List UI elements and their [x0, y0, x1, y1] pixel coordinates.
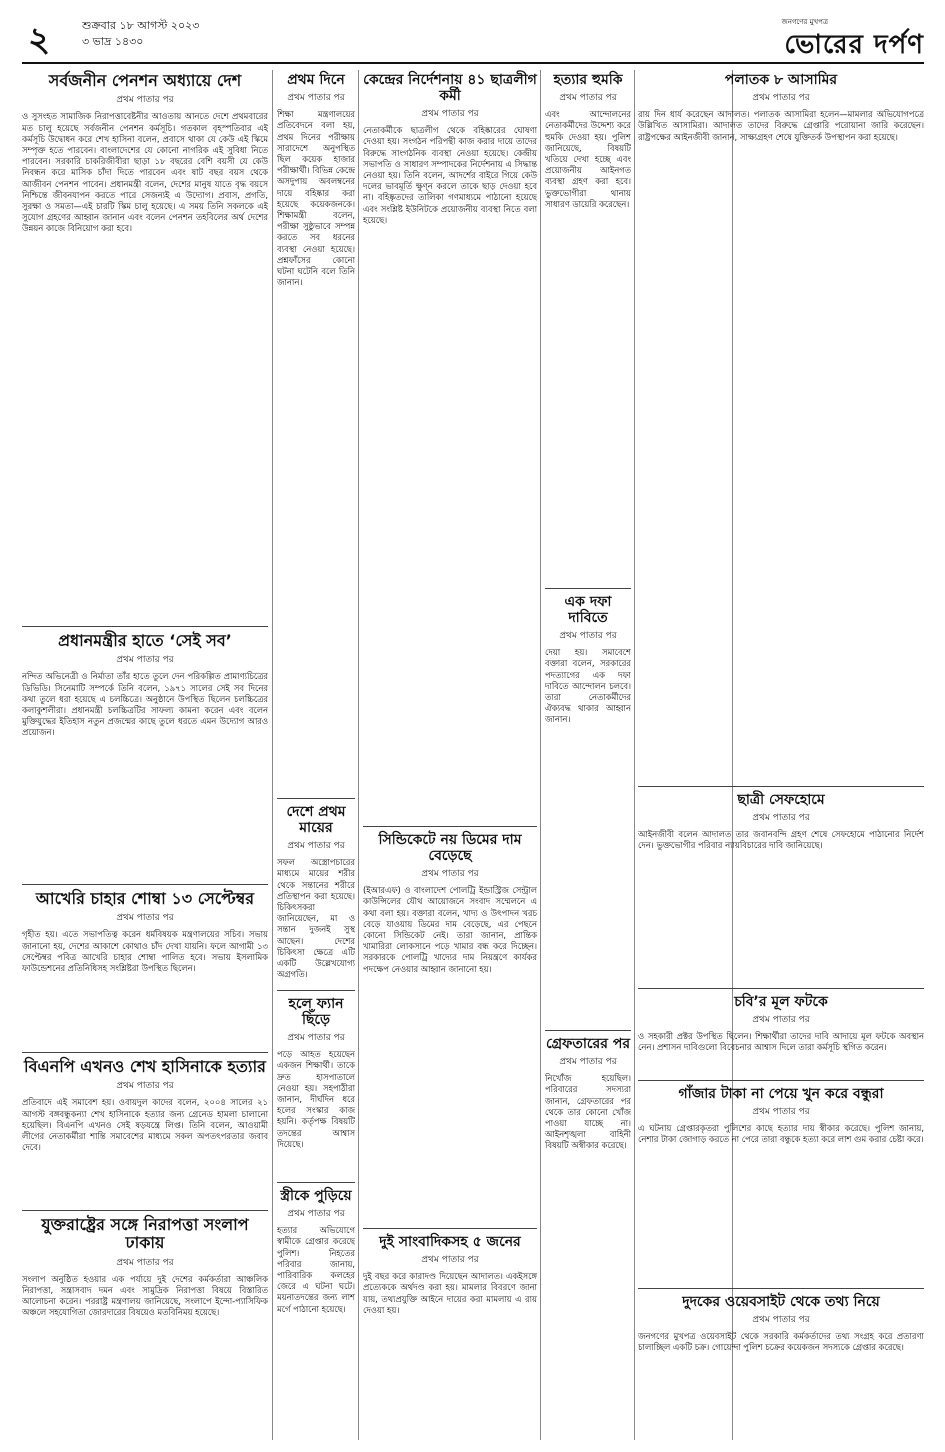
headline: ছাত্রী সেফহোমে: [737, 792, 825, 808]
divider: [363, 1228, 537, 1229]
subline: প্রথম পাতার পর: [752, 1315, 810, 1326]
subline: প্রথম পাতার পর: [116, 1081, 174, 1092]
divider: [638, 988, 924, 989]
article-body: নিখোঁজ হয়েছিল। পরিবারের সদস্যরা জানান, গ্রেফতারের পর থেকে তার কোনো খোঁজ পাওয়া যাচ্ছে না। আইনশৃঙ্খলা বাহিনী বিষয়টি অস্বীকার করেছে।: [545, 1073, 631, 1151]
headline: হত্যার হুমকি: [553, 72, 623, 88]
headline: যুক্তরাষ্ট্রের সঙ্গে নিরাপত্তা সংলাপ ঢাকায়: [41, 1215, 249, 1253]
article-ganja: [638, 1086, 924, 1282]
divider: [545, 1030, 631, 1031]
subline: প্রথম পাতার পর: [421, 1255, 479, 1266]
date-bangla: ৩ ভাদ্র ১৪৩০: [82, 35, 144, 48]
headline: হলে ফ্যান ছিঁড়ে: [288, 996, 344, 1029]
subline: প্রথম পাতার পর: [287, 1209, 345, 1220]
article-mother: [277, 804, 355, 984]
article-body: হত্যার অভিযোগে স্বামীকে গ্রেপ্তার করেছে পুলিশ। নিহতের পরিবার জানায়, পারিবারিক কলহের জেরে এ ঘটনা ঘটে। ময়নাতদন্তের জন্য লাশ মর্গে পাঠানো হয়েছে।: [277, 1225, 355, 1314]
article-threat: [545, 72, 631, 582]
subline: প্রথম পাতার পর: [559, 93, 617, 104]
headline: পলাতক ৮ আসামির: [724, 72, 838, 88]
subline: প্রথম পাতার পর: [116, 95, 174, 106]
subline: প্রথম পাতার পর: [752, 1015, 810, 1026]
column-rule: [634, 70, 635, 1440]
article-akheri: [22, 890, 268, 1048]
article-chhatra-league: [363, 72, 537, 820]
divider: [22, 626, 268, 627]
article-body: প্রতিবাদে এই সমাবেশ হয়। ওবায়দুল কাদের বলেন, ২০০৪ সালের ২১ আগস্ট বঙ্গবন্ধুকন্যা শেখ হাসিনাকে হত্যার জন্য গ্রেনেড হামলা চালানো হয়েছিল। বিএনপি এখনও সেই ষড়যন্ত্রে লিপ্ত। তিনি বলেন, আওয়ামী লীগের নেতাকর্মীরা শান্তি সমাবেশের মাধ্যমে সকল অপতৎপরতার জবাব দেবে।: [22, 1097, 268, 1153]
headline: চবি’র মূল ফটকে: [734, 994, 828, 1010]
article-bnp: [22, 1058, 268, 1206]
subline: প্রথম পাতার পর: [287, 1033, 345, 1044]
headline: গাঁজার টাকা না পেয়ে খুন করে বন্ধুরা: [678, 1086, 884, 1102]
divider: [638, 1288, 924, 1289]
divider: [545, 588, 631, 589]
subline: প্রথম পাতার পর: [116, 913, 174, 924]
article-body: সফল অস্ত্রোপচারের মাধ্যমে মায়ের শরীর থেকে সন্তানের শরীরে প্রতিস্থাপন করা হয়েছে। চিকিৎসকরা জানিয়েছেন, মা ও সন্তান দুজনই সুস্থ আছেন। দেশের চিকিৎসা ক্ষেত্রে এটি একটি উল্লেখযোগ্য অগ্রগতি।: [277, 857, 355, 980]
article-body: নেতাকর্মীকে ছাত্রলীগ থেকে বহিষ্কারের ঘোষণা দেওয়া হয়। সংগঠন পরিপন্থী কাজ করার দায়ে তাদের বিরুদ্ধে সাংগঠনিক ব্যবস্থা নেওয়া হয়েছে। কেন্দ্রীয় সভাপতি ও সাধারণ সম্পাদকের নির্দেশনায় এ সিদ্ধান্ত নেওয়া হয়। তিনি বলেন, আদর্শের বাইরে গিয়ে কেউ দলের ভাবমূর্তি ক্ষুণ্ন করলে তাকে ছাড় দেওয়া হবে না। বহিষ্কৃতদের তালিকা গণমাধ্যমে পাঠানো হয়েছে এবং সংশ্লিষ্ট ইউনিটকে প্রয়োজনীয় ব্যবস্থা নিতে বলা হয়েছে।: [363, 125, 537, 225]
article-body: নন্দিত অভিনেত্রী ও নির্মাতা তাঁর হাতে তুলে দেন পরিকল্পিত প্রামাণ্যচিত্রের ডিভিডি। সিনেমাটি সম্পর্কে তিনি বলেন, ১৯৭১ সালের সেই সব দিনের কথা তুলে ধরা হয়েছে এ চলচ্চিত্রে। অনুষ্ঠানে উপস্থিত ছিলেন চলচ্চিত্রের কলাকুশলীরা। প্রধানমন্ত্রী চলচ্চিত্রটির সাফল্য কামনা করেন এবং বলেন মুক্তিযুদ্ধের ইতিহাস নতুন প্রজন্মের কাছে তুলে ধরতে এমন উদ্যোগ আরও প্রয়োজন।: [22, 671, 268, 738]
article-body: পড়ে আহত হয়েছেন একজন শিক্ষার্থী। তাকে দ্রুত হাসপাতালে নেওয়া হয়। সহপাঠীরা জানান, দীর্ঘদিন ধরে হলের সংস্কার কাজ হয়নি। কর্তৃপক্ষ বিষয়টি তদন্তের আশ্বাস দিয়েছে।: [277, 1049, 355, 1149]
article-body: এ ঘটনায় গ্রেপ্তারকৃতরা পুলিশের কাছে হত্যার দায় স্বীকার করেছে। পুলিশ জানায়, নেশার টাকা জোগাড় করতে না পেরে তারা বন্ধুকে হত্যা করে লাশ গুম করার চেষ্টা করে।: [638, 1123, 924, 1145]
column-rule: [358, 70, 359, 1440]
subline: প্রথম পাতার পর: [287, 841, 345, 852]
headline: দেশে প্রথম মায়ের: [286, 804, 346, 837]
headline: প্রধানমন্ত্রীর হাতে ‘সেই সব’: [58, 631, 232, 650]
article-first-day: [277, 72, 355, 792]
article-safehome: [638, 792, 924, 982]
article-pension: [22, 72, 268, 620]
article-after-arrest: [545, 1036, 631, 1440]
headline: সর্বজনীন পেনশন অধ্যায়ে দেশ: [48, 71, 242, 90]
article-security-dialogue: [22, 1216, 268, 1440]
headline: সিন্ডিকেটে নয় ডিমের দাম বেড়েছে: [378, 832, 522, 865]
column-rule: [540, 70, 541, 1440]
masthead: [22, 10, 924, 60]
subline: প্রথম পাতার পর: [116, 1257, 174, 1268]
article-body: জনগণের মুখপত্র ওয়েবসাইট থেকে সরকারি কর্মকর্তাদের তথ্য সংগ্রহ করে প্রতারণা চালাচ্ছিল একটি চক্র। গোয়েন্দা পুলিশ চক্রের কয়েকজন সদস্যকে গ্রেপ্তার করেছে।: [638, 1331, 924, 1353]
article-body: ও সুসংহত সামাজিক নিরাপত্তাবেষ্টনীর আওতায় আনতে দেশে প্রথমবারের মত চালু হয়েছে সর্বজনীন পেনশন কর্মসূচি। গতকাল বৃহস্পতিবার এই কর্মসূচি উদ্বোধন করে শেখ হাসিনা বলেন, প্রবাসে থাকা যে কেউ এই স্কিমে সম্পৃক্ত হতে পারবেন। বাংলাদেশের যে কোনো নাগরিক এই সুবিধা নিতে পারবেন। সরকারি চাকরিজীবীরা ছাড়া ১৮ বছরের বেশি বয়সী যে কেউ নিবন্ধন করে মাসিক চাঁদা দিতে পারবেন এবং ষাট বছর বয়স থেকে আজীবন পেনশন পাবেন। প্রধানমন্ত্রী বলেন, দেশের মানুষ যাতে বৃদ্ধ বয়সে নিশ্চিন্তে জীবনযাপন করতে পারে সেজন্যই এ উদ্যোগ। প্রবাস, প্রগতি, সুরক্ষা ও সমতা—এই চারটি স্কিম চালু হয়েছে। এ সময় তিনি সকলকে এই সুযোগ গ্রহণের আহ্বান জানান এবং বলেন পেনশন তহবিলের অর্থ দেশের উন্নয়ন কাজে বিনিয়োগ করা হবে।: [22, 111, 268, 234]
headline: বিএনপি এখনও শেখ হাসিনাকে হত্যার: [24, 1057, 266, 1076]
divider: [22, 1210, 268, 1211]
divider: [638, 786, 924, 787]
divider: [638, 1080, 924, 1081]
headline: প্রথম দিনে: [287, 72, 345, 88]
subline: প্রথম পাতার পর: [421, 109, 479, 120]
page-number: ২: [28, 20, 51, 60]
article-acc-website: [638, 1294, 924, 1440]
article-journalists: [363, 1234, 537, 1440]
subline: প্রথম পাতার পর: [752, 1107, 810, 1118]
article-one-point: [545, 594, 631, 1024]
subline: প্রথম পাতার পর: [559, 631, 617, 642]
article-body: দুই বছর করে কারাদণ্ড দিয়েছেন আদালত। একইসঙ্গে প্রত্যেককে অর্থদণ্ড করা হয়। মামলার বিবরণে জানা যায়, তথ্যপ্রযুক্তি আইনে দায়ের করা মামলায় এ রায় দেওয়া হয়।: [363, 1271, 537, 1315]
article-body: রায় দিন ধার্য করেছেন আদালত। পলাতক আসামিরা হলেন—মামলার অভিযোগপত্রে উল্লিখিত আসামিরা। আদালত তাদের বিরুদ্ধে গ্রেপ্তারি পরোয়ানা জারি করেছেন। রাষ্ট্রপক্ষের আইনজীবী জানান, সাক্ষ্যগ্রহণ শেষে যুক্তিতর্ক উপস্থাপন করা হয়েছে।: [638, 109, 924, 142]
divider: [277, 1182, 355, 1183]
divider: [277, 798, 355, 799]
article-body: সংলাপ অনুষ্ঠিত হওয়ার এক পর্যায়ে দুই দেশের কর্মকর্তারা আঞ্চলিক নিরাপত্তা, সন্ত্রাসবাদ দমন এবং সামুদ্রিক নিরাপত্তা বিষয়ে বিস্তারিত আলোচনা করেন। পররাষ্ট্র মন্ত্রণালয় জানিয়েছে, সংলাপে ইন্দো-প্যাসিফিক অঞ্চলে সহযোগিতা জোরদারের বিষয়েও মতবিনিময় হয়েছে।: [22, 1273, 268, 1318]
headline: আখেরি চাহার শোম্বা ১৩ সেপ্টেম্বর: [35, 889, 255, 908]
subline: প্রথম পাতার পর: [116, 655, 174, 666]
article-egg-price: [363, 832, 537, 1222]
subline: প্রথম পাতার পর: [421, 869, 479, 880]
subline: প্রথম পাতার পর: [752, 93, 810, 104]
headline: দুই সাংবাদিকসহ ৫ জনের: [379, 1234, 521, 1250]
article-body: শিক্ষা মন্ত্রণালয়ের প্রতিবেদনে বলা হয়, প্রথম দিনের পরীক্ষায় সারাদেশে অনুপস্থিত ছিল কয়েক হাজার পরীক্ষার্থী। বিভিন্ন কেন্দ্রে অসদুপায় অবলম্বনের দায়ে বহিষ্কার করা হয়েছে কয়েকজনকে। শিক্ষামন্ত্রী বলেন, পরীক্ষা সুষ্ঠুভাবে সম্পন্ন করতে সব ধরনের ব্যবস্থা নেওয়া হয়েছে। প্রশ্নফাঁসের কোনো ঘটনা ঘটেনি বলে তিনি জানান।: [277, 109, 355, 288]
headline: গ্রেফতারের পর: [545, 1036, 631, 1052]
subline: প্রথম পাতার পর: [752, 813, 810, 824]
subline: প্রথম পাতার পর: [287, 93, 345, 104]
article-pm-hands: [22, 632, 268, 880]
article-fan: [277, 996, 355, 1176]
headline: কেন্দ্রের নির্দেশনায় ৪১ ছাত্রলীগ কর্মী: [363, 72, 537, 105]
divider: [22, 1052, 268, 1053]
article-cu-gate: [638, 994, 924, 1074]
divider: [277, 990, 355, 991]
article-body: গৃহীত হয়। এতে সভাপতিত্ব করেন ধর্মবিষয়ক মন্ত্রণালয়ের সচিব। সভায় জানানো হয়, দেশের আকাশে কোথাও চাঁদ দেখা যায়নি। ফলে আগামী ১৩ সেপ্টেম্বর পবিত্র আখেরি চাহার শোম্বা পালিত হবে। সভায় ইসলামিক ফাউন্ডেশনের প্রতিনিধিসহ সংশ্লিষ্টরা উপস্থিত ছিলেন।: [22, 929, 268, 973]
logo-tagline: জনগণের মুখপত্র: [781, 18, 828, 26]
article-absconding: [638, 72, 924, 780]
article-body: ও সহকারী প্রক্টর উপস্থিত ছিলেন। শিক্ষার্থীরা তাদের দাবি আদায়ে মূল ফটকে অবস্থান নেন। প্রশাসন দাবিগুলো বিবেচনার আশ্বাস দিলে তারা কর্মসূচি স্থগিত করেন।: [638, 1031, 924, 1053]
headline: এক দফা দাবিতে: [564, 594, 612, 627]
article-body: এবং আন্দোলনের নেতাকর্মীদের উদ্দেশ্য করে হুমকি দেওয়া হয়। পুলিশ জানিয়েছে, বিষয়টি খতিয়ে দেখা হচ্ছে এবং প্রয়োজনীয় আইনগত ব্যবস্থা গ্রহণ করা হবে। ভুক্তভোগীরা থানায় সাধারণ ডায়েরি করেছেন।: [545, 109, 631, 209]
headline: স্ত্রীকে পুড়িয়ে: [280, 1188, 352, 1204]
column-rule: [272, 70, 273, 1440]
divider: [22, 884, 268, 885]
article-wife: [277, 1188, 355, 1440]
article-body: দেয়া হয়। সমাবেশে বক্তারা বলেন, সরকারের পদত্যাগের এক দফা দাবিতে আন্দোলন চলবে। তারা নেতাকর্মীদের ঐক্যবদ্ধ থাকার আহ্বান জানান।: [545, 647, 631, 725]
date-gregorian: শুক্রবার ১৮ আগস্ট ২০২৩: [82, 19, 200, 32]
subline: প্রথম পাতার পর: [559, 1057, 617, 1068]
headline: দুদকের ওয়েবসাইট থেকে তথ্য নিয়ে: [682, 1294, 880, 1310]
date-line: [82, 18, 199, 50]
header-rule: [22, 62, 924, 64]
article-body: (ইআরএফ) ও বাংলাদেশ পোলট্রি ইন্ডাস্ট্রিজ সেন্ট্রাল কাউন্সিলের যৌথ আয়োজনে সংবাদ সম্মেলনে এ কথা বলা হয়। বক্তারা বলেন, খাদ্য ও উৎপাদন খরচ বেড়ে যাওয়ায় ডিমের দাম বেড়েছে, এর পেছনে কোনো সিন্ডিকেট নেই। তারা জানান, প্রান্তিক খামারিরা লোকসানে পড়ে খামার বন্ধ করে দিচ্ছেন। সরকারকে পোলট্রি খাদ্যের দাম নিয়ন্ত্রণে কার্যকর পদক্ষেপ নেওয়ার আহ্বান জানানো হয়।: [363, 885, 537, 974]
newspaper-logo: ভোরের দর্পণ: [784, 30, 924, 60]
article-body: আইনজীবী বলেন আদালত তার জবানবন্দি গ্রহণ শেষে সেফহোমে পাঠানোর নির্দেশ দেন। ভুক্তভোগীর পরিবার ন্যায়বিচারের দাবি জানিয়েছে।: [638, 829, 924, 851]
divider: [363, 826, 537, 827]
